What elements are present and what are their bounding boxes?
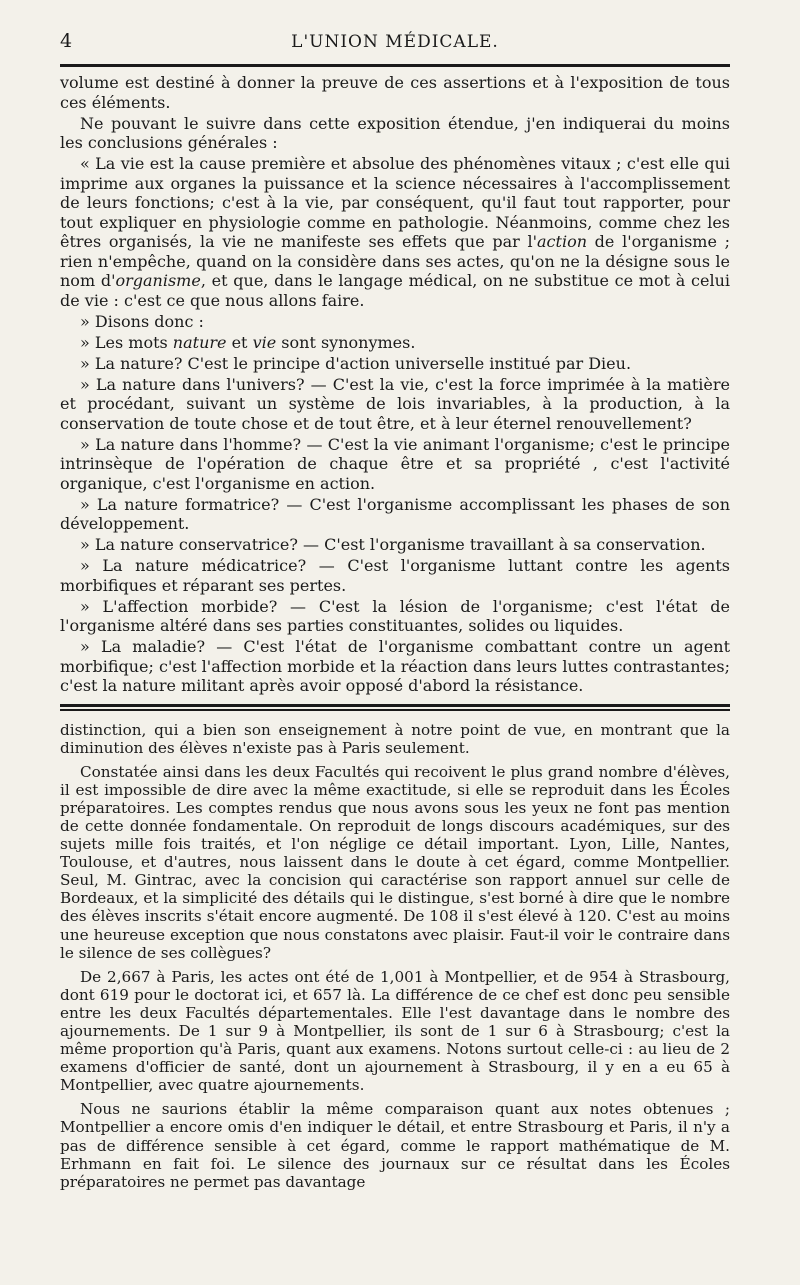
text-run: « La vie est la cause première et absolue des phénomènes vitaux ; c'est elle qui imprime aux organes la puissance et la science nécessaires à l'accomplissement de leurs fonctions; c'est à la vie, par conséquent, qu'il faut tout rapporter, pour tout expliquer en physiologie comme en pathologie. Néanmoins, comme chez les êtres organisés, la vie ne manifeste ses effets que par l' <box>60 154 730 251</box>
page <box>60 30 730 1197</box>
journal-title: L'UNION MÉDICALE. <box>291 32 499 52</box>
quote-paragraph: » Disons donc : <box>80 311 204 331</box>
text-run: » Les mots <box>80 332 173 352</box>
quote-paragraph: » La maladie? — C'est l'état de l'organisme combattant contre un agent morbifique; c'est l'affection morbide et la réaction dans leurs luttes contrastantes; c'est la nature militant après avoir opposé d'abord la résistance. <box>60 637 730 695</box>
emphasis: nature <box>172 332 227 352</box>
paragraph: distinction, qui a bien son enseignement à notre point de vue, en montrant que la diminution des élèves n'existe pas à Paris seulement. <box>60 720 730 757</box>
page-number: 4 <box>60 30 73 52</box>
quote-paragraph: » L'affection morbide? — C'est la lésion de l'organisme; c'est l'état de l'organisme altéré dans ses parties constituantes, solides ou liquides. <box>60 596 730 635</box>
text-run: et <box>226 332 253 352</box>
emphasis: vie <box>252 332 277 352</box>
quote-paragraph: » La nature? C'est le principe d'action universelle institué par Dieu. <box>80 353 632 373</box>
header-rule <box>60 64 730 67</box>
text-run: de l'organisme ; rien n'empêche, quand on la considère dans ses actes, qu'on ne la désigne sous le nom d' <box>60 232 731 290</box>
page-header <box>60 30 730 60</box>
divider-line <box>60 704 730 707</box>
text-run: sont synonymes. <box>276 332 416 352</box>
paragraph: De 2,667 à Paris, les actes ont été de 1,001 à Montpellier, et de 954 à Strasbourg, dont 619 pour le doctorat ici, et 657 là. La différence de ce chef est donc peu sensible entre les deux Facultés départementales. Elle l'est davantage dans le nombre des ajournements. De 1 sur 9 à Montpellier, ils sont de 1 sur 6 à Strasbourg; c'est la même proportion qu'à Paris, quant aux examens. Notons surtout celle-ci : au lieu de 2 examens d'officier de santé, dont un ajournement à Strasbourg, il y en a eu 65 à Montpellier, avec quatre ajournements. <box>60 967 730 1095</box>
quote-paragraph: » La nature médicatrice? — C'est l'organisme luttant contre les agents morbifiques et réparant ses pertes. <box>60 556 730 595</box>
quote-paragraph: » La nature dans l'homme? — C'est la vie animant l'organisme; c'est le principe intrinsèque de l'opération de chaque être et sa propriété , c'est l'activité organique, c'est l'organisme en action. <box>60 434 730 493</box>
paragraph: Ne pouvant le suivre dans cette exposition étendue, j'en indiquerai du moins les conclusions générales : <box>60 113 730 152</box>
quote-paragraph <box>60 333 730 353</box>
feuilleton <box>60 721 730 1191</box>
quote-paragraph: » La nature dans l'univers? — C'est la vie, c'est la force imprimée à la matière et procédant, suivant un système de lois invariables, à la production, à la conservation de toute chose et de tout être, et à leur éternel renouvellement? <box>60 374 730 433</box>
section-divider <box>60 704 730 711</box>
emphasis: action <box>537 232 587 251</box>
divider-line <box>60 709 730 711</box>
text-run: , et que, dans le langage médical, on ne substitue ce mot à celui de vie : c'est ce que nous allons faire. <box>60 271 730 310</box>
emphasis: organisme <box>115 271 201 290</box>
paragraph: Nous ne saurions établir la même comparaison quant aux notes obtenues ; Montpellier a encore omis d'en indiquer le détail, et entre Strasbourg et Paris, il n'y a pas de différence sensible à cet égard, comme le rapport mathématique de M. Erhmann en fait foi. Le silence des journaux sur ce résultat dans les Écoles préparatoires ne permet pas davantage <box>60 1100 730 1191</box>
quote-paragraph: » La nature formatrice? — C'est l'organisme accomplissant les phases de son développement. <box>60 494 730 533</box>
paragraph: Constatée ainsi dans les deux Facultés qui recoivent le plus grand nombre d'élèves, il est impossible de dire avec la même exactitude, si elle se reproduit dans les Écoles préparatoires. Les comptes rendus que nous avons sous les yeux ne font pas mention de cette donnée fondamentale. On reproduit de longs discours académiques, sur des sujets mille fois traités, et l'on néglige ce détail important. Lyon, Lille, Nantes, Toulouse, et d'autres, nous laissent dans le doute à cet égard, comme Montpellier. Seul, M. Gintrac, avec la concision qui caractérise son rapport annuel sur celle de Bordeaux, et la simplicité des détails qui le distingue, s'est borné à dire que le nombre des élèves inscrits s'était encore augmenté. De 108 il s'est élevé à 120. C'est au moins une heureuse exception que nous constatons avec plaisir. Faut-il voir le contraire dans le silence de ses collègues? <box>60 762 730 962</box>
main-article <box>60 73 730 696</box>
quote-paragraph <box>60 154 730 310</box>
paragraph: volume est destiné à donner la preuve de ces assertions et à l'exposition de tous ces éléments. <box>60 73 730 112</box>
quote-paragraph: » La nature conservatrice? — C'est l'organisme travaillant à sa conservation. <box>80 535 706 554</box>
